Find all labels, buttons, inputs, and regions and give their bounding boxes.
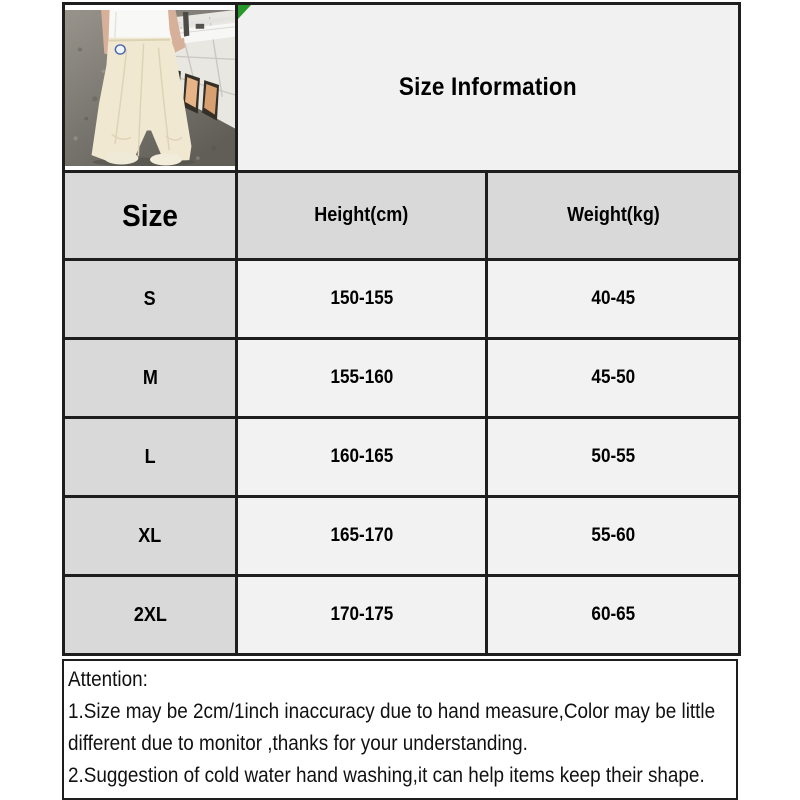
size-label: S	[64, 260, 237, 339]
header-size: Size	[64, 172, 237, 260]
weight-value: 60-65	[487, 576, 740, 655]
table-row-xl	[64, 497, 740, 576]
title-cell	[237, 4, 740, 172]
header-height: Height(cm)	[237, 172, 487, 260]
height-value: 160-165	[237, 418, 487, 497]
size-label: XL	[64, 497, 237, 576]
product-photo	[65, 10, 235, 166]
weight-value: 50-55	[487, 418, 740, 497]
size-table	[62, 2, 741, 656]
height-value: 155-160	[237, 339, 487, 418]
green-corner-marker	[238, 5, 251, 19]
size-label: L	[64, 418, 237, 497]
size-label: M	[64, 339, 237, 418]
height-value: 170-175	[237, 576, 487, 655]
weight-value: 40-45	[487, 260, 740, 339]
attention-heading: Attention:	[68, 668, 148, 691]
header-weight: Weight(kg)	[487, 172, 740, 260]
height-value: 150-155	[237, 260, 487, 339]
height-value: 165-170	[237, 497, 487, 576]
attention-box	[62, 659, 738, 800]
pants-logo-patch	[115, 44, 125, 53]
product-photo-cell	[64, 4, 237, 172]
weight-value: 55-60	[487, 497, 740, 576]
table-row-m	[64, 339, 740, 418]
size-label: 2XL	[64, 576, 237, 655]
attention-note-1b: different due to monitor ,thanks for your understanding.	[68, 732, 528, 755]
attention-note-1a: 1.Size may be 2cm/1inch inaccuracy due to hand measure,Color may be little	[68, 700, 716, 723]
page-title: Size Information	[399, 73, 577, 101]
attention-note-2: 2.Suggestion of cold water hand washing,it can help items keep their shape.	[68, 764, 705, 787]
table-row-2xl	[64, 576, 740, 655]
table-header-row	[64, 172, 740, 260]
table-row-l	[64, 418, 740, 497]
weight-value: 45-50	[487, 339, 740, 418]
table-row-top	[64, 4, 740, 172]
table-row-s	[64, 260, 740, 339]
